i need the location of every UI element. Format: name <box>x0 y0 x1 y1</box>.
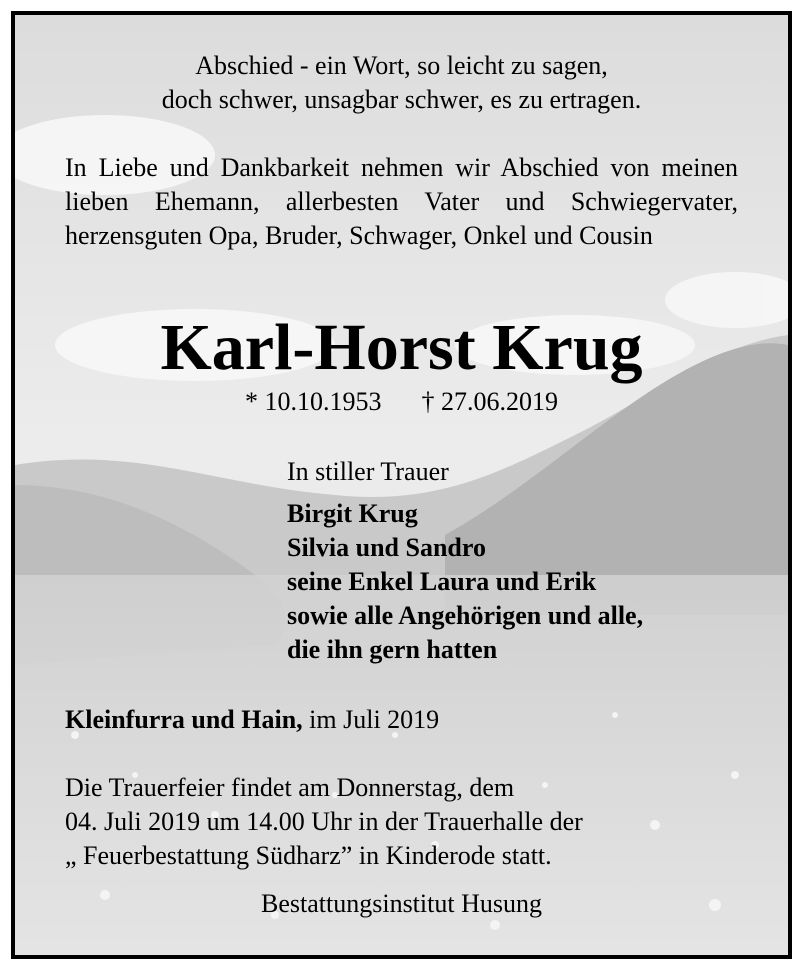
death-date: † 27.06.2019 <box>421 387 558 416</box>
funeral-line: 04. Juli 2019 um 14.00 Uhr in der Trauerhalle der <box>65 807 583 836</box>
mourner: sowie alle Angehörigen und alle, <box>287 601 644 630</box>
mourner: seine Enkel Laura und Erik <box>287 567 597 596</box>
mourners-list <box>287 497 767 667</box>
funeral-info <box>65 771 755 873</box>
mourning-block <box>287 455 767 667</box>
motto-line: doch schwer, unsagbar schwer, es zu ertragen. <box>161 85 642 114</box>
mourner: Silvia und Sandro <box>287 533 486 562</box>
place-location: Kleinfurra und Hain, <box>65 705 303 734</box>
undertaker-name: Bestattungsinstitut Husung <box>261 889 542 918</box>
mourner: die ihn gern hatten <box>287 635 498 664</box>
obituary-content <box>15 15 788 955</box>
obituary-frame <box>11 11 792 959</box>
place-date: im Juli 2019 <box>302 705 440 734</box>
motto-verse <box>15 49 788 117</box>
funeral-line: „ Feuerbestattung Südharz” in Kinderode statt. <box>65 841 552 870</box>
birth-date: * 10.10.1953 <box>245 387 382 416</box>
intro-text: In Liebe und Dankbarkeit nehmen wir Abschied von meinen lieben Ehemann, allerbesten Vater und Schwiegervater, herzensguten Opa, Bruder, Schwager, Onkel und Cousin <box>65 153 738 250</box>
deceased-name: Karl-Horst Krug <box>160 311 643 384</box>
mourning-heading: In stiller Trauer <box>287 457 449 486</box>
motto-line: Abschied - ein Wort, so leicht zu sagen, <box>195 51 608 80</box>
funeral-line: Die Trauerfeier findet am Donnerstag, dem <box>65 773 515 802</box>
life-dates <box>15 385 788 419</box>
mourner: Birgit Krug <box>287 499 418 528</box>
place-and-date <box>65 703 755 737</box>
